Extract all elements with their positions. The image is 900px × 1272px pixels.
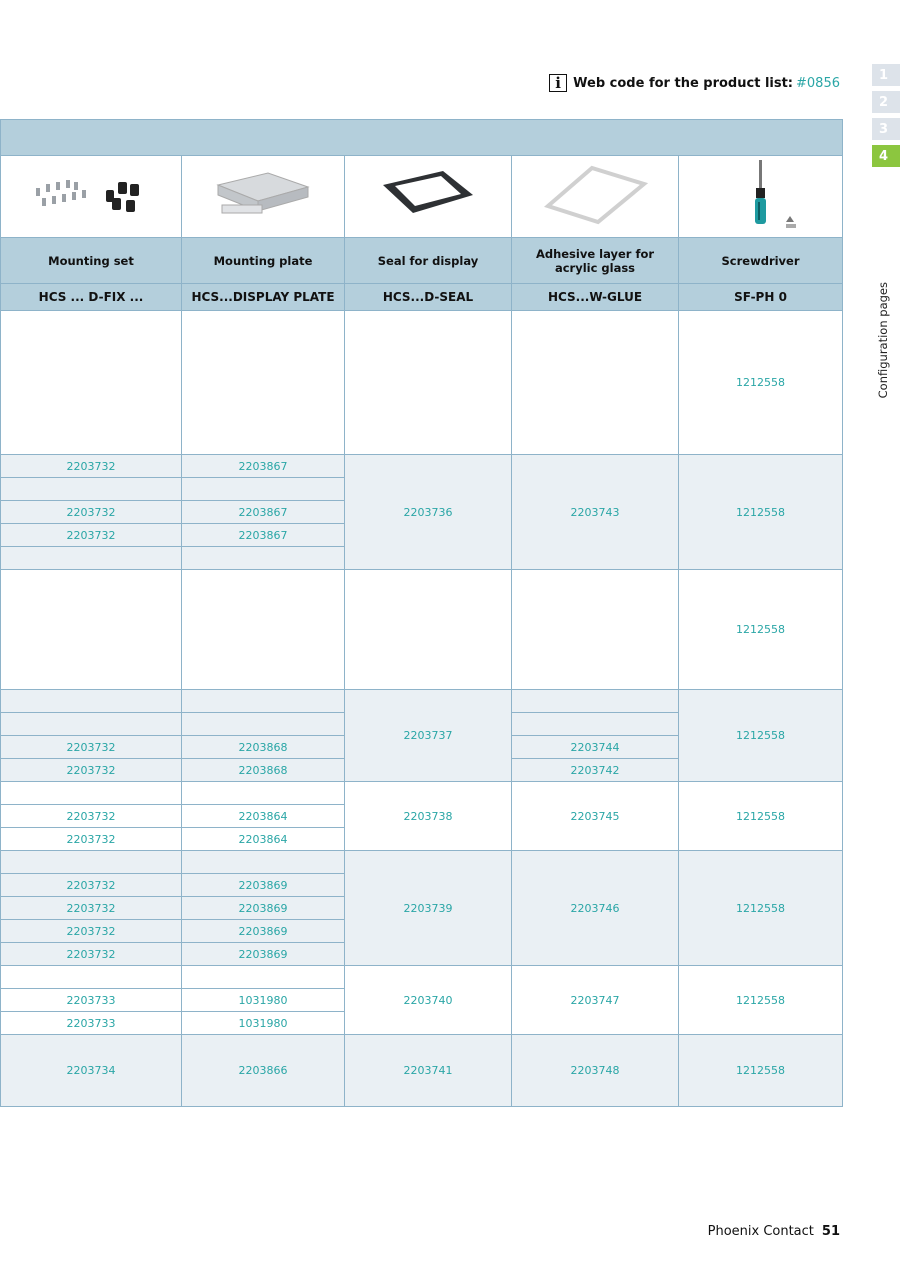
order-number[interactable]: 2203869	[182, 897, 345, 920]
order-number[interactable]: 2203739	[345, 851, 512, 966]
table-cell	[182, 851, 345, 874]
table-cell	[345, 570, 512, 690]
order-number[interactable]: 2203869	[182, 874, 345, 897]
order-number[interactable]: 2203867	[182, 501, 345, 524]
order-number[interactable]: 1031980	[182, 989, 345, 1012]
table-cell	[345, 311, 512, 455]
order-number[interactable]: 2203866	[182, 1035, 345, 1107]
screwdriver-image	[679, 156, 843, 238]
order-number[interactable]: 2203738	[345, 782, 512, 851]
order-number[interactable]: 2203732	[1, 897, 182, 920]
table-cell	[512, 690, 679, 713]
table-cell	[1, 966, 182, 989]
order-number[interactable]: 1031980	[182, 1012, 345, 1035]
order-number[interactable]: 2203732	[1, 805, 182, 828]
table-cell	[512, 713, 679, 736]
order-number[interactable]: 2203869	[182, 943, 345, 966]
table-cell	[182, 782, 345, 805]
order-number[interactable]: 2203864	[182, 805, 345, 828]
table-cell	[182, 478, 345, 501]
info-icon: i	[549, 74, 567, 92]
order-number[interactable]: 2203868	[182, 759, 345, 782]
order-number[interactable]: 2203867	[182, 524, 345, 547]
order-number[interactable]: 1212558	[679, 782, 843, 851]
footer-brand: Phoenix Contact	[707, 1224, 814, 1239]
order-number[interactable]: 2203732	[1, 828, 182, 851]
web-code-line	[549, 74, 840, 92]
chapter-tab-3[interactable]: 3	[872, 118, 900, 140]
column-name: Mounting set	[1, 238, 182, 284]
order-number[interactable]: 2203733	[1, 989, 182, 1012]
table-cell	[182, 713, 345, 736]
accessory-table	[0, 119, 843, 1107]
table-cell	[1, 782, 182, 805]
order-number[interactable]: 2203732	[1, 455, 182, 478]
table-header-band	[1, 120, 843, 156]
order-number[interactable]: 1212558	[679, 311, 843, 455]
table-cell	[182, 311, 345, 455]
table-cell	[1, 690, 182, 713]
order-number[interactable]: 2203746	[512, 851, 679, 966]
order-number[interactable]: 2203744	[512, 736, 679, 759]
order-number[interactable]: 2203733	[1, 1012, 182, 1035]
chapter-tab-4[interactable]: 4	[872, 145, 900, 167]
order-number[interactable]: 2203743	[512, 455, 679, 570]
order-number[interactable]: 2203732	[1, 943, 182, 966]
order-number[interactable]: 2203732	[1, 524, 182, 547]
table-cell	[1, 547, 182, 570]
order-number[interactable]: 2203742	[512, 759, 679, 782]
order-number[interactable]: 2203732	[1, 501, 182, 524]
order-number[interactable]: 1212558	[679, 690, 843, 782]
order-number[interactable]: 2203737	[345, 690, 512, 782]
column-name: Adhesive layer for acrylic glass	[512, 238, 679, 284]
order-number[interactable]: 1212558	[679, 1035, 843, 1107]
order-number[interactable]: 1212558	[679, 966, 843, 1035]
order-number[interactable]: 2203741	[345, 1035, 512, 1107]
chapter-tabs	[872, 64, 900, 172]
page-number: 51	[821, 1224, 840, 1239]
order-number[interactable]: 2203732	[1, 759, 182, 782]
seal-image	[345, 156, 512, 238]
side-label: Configuration pages	[876, 282, 890, 399]
order-number[interactable]: 2203745	[512, 782, 679, 851]
column-code: HCS...W-GLUE	[512, 284, 679, 311]
column-name: Screwdriver	[679, 238, 843, 284]
order-number[interactable]: 2203864	[182, 828, 345, 851]
mounting-set-image	[1, 156, 182, 238]
table-cell	[1, 478, 182, 501]
order-number[interactable]: 2203732	[1, 736, 182, 759]
table-cell	[1, 311, 182, 455]
column-code: HCS...DISPLAY PLATE	[182, 284, 345, 311]
column-code: SF-PH 0	[679, 284, 843, 311]
mounting-plate-image	[182, 156, 345, 238]
table-cell	[512, 570, 679, 690]
order-number[interactable]: 2203869	[182, 920, 345, 943]
order-number[interactable]: 1212558	[679, 570, 843, 690]
table-cell	[182, 966, 345, 989]
adhesive-layer-image	[512, 156, 679, 238]
order-number[interactable]: 2203748	[512, 1035, 679, 1107]
column-name: Mounting plate	[182, 238, 345, 284]
web-code-link[interactable]: #0856	[796, 75, 840, 91]
table-cell	[182, 547, 345, 570]
column-code: HCS...D-SEAL	[345, 284, 512, 311]
table-cell	[182, 690, 345, 713]
order-number[interactable]: 2203736	[345, 455, 512, 570]
order-number[interactable]: 1212558	[679, 851, 843, 966]
table-cell	[1, 851, 182, 874]
order-number[interactable]: 1212558	[679, 455, 843, 570]
table-cell	[512, 311, 679, 455]
chapter-tab-2[interactable]: 2	[872, 91, 900, 113]
table-cell	[182, 570, 345, 690]
column-code: HCS ... D-FIX ...	[1, 284, 182, 311]
order-number[interactable]: 2203867	[182, 455, 345, 478]
column-name: Seal for display	[345, 238, 512, 284]
page-footer	[708, 1224, 840, 1239]
order-number[interactable]: 2203732	[1, 920, 182, 943]
table-cell	[1, 570, 182, 690]
order-number[interactable]: 2203868	[182, 736, 345, 759]
order-number[interactable]: 2203734	[1, 1035, 182, 1107]
order-number[interactable]: 2203732	[1, 874, 182, 897]
order-number[interactable]: 2203740	[345, 966, 512, 1035]
chapter-tab-1[interactable]: 1	[872, 64, 900, 86]
web-code-label: Web code for the product list:	[573, 75, 794, 91]
order-number[interactable]: 2203747	[512, 966, 679, 1035]
table-cell	[1, 713, 182, 736]
